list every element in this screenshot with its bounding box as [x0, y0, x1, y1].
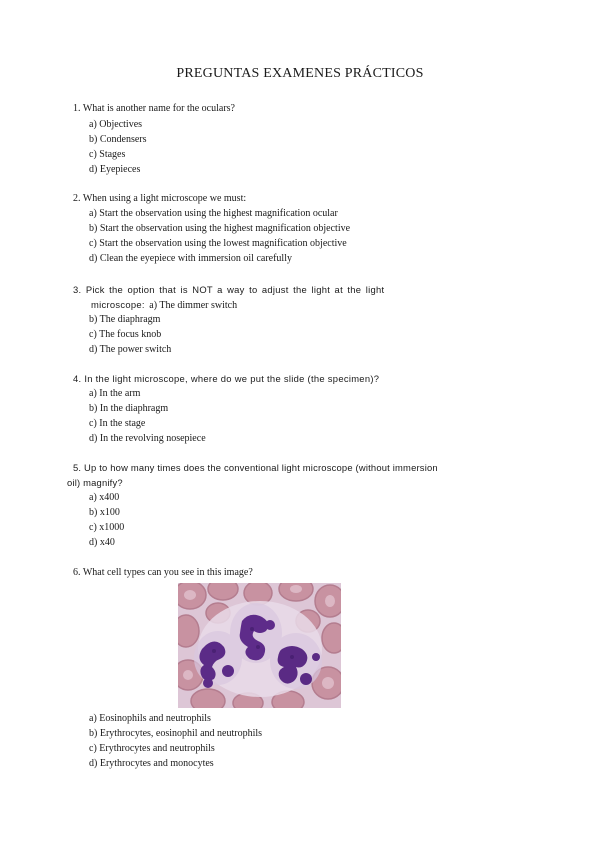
question-6: [73, 565, 533, 580]
option-b: b) x100: [89, 507, 120, 518]
option-a: a) The dimmer switch: [149, 300, 238, 311]
option-a: a) Eosinophils and neutrophils: [89, 713, 211, 724]
option-c: c) Erythrocytes and neutrophils: [89, 743, 215, 754]
question-6-options: [89, 711, 262, 771]
option-d: d) Eyepieces: [89, 164, 141, 175]
question-4-options: [89, 386, 206, 446]
option-b: b) Start the observation using the highest magnification objective: [89, 223, 351, 234]
question-text-line-1: Up to how many times does the conventional light microscope (without immersion: [84, 462, 438, 473]
option-d: d) Erythrocytes and monocytes: [89, 758, 214, 769]
question-number: 6.: [73, 567, 81, 578]
question-1: [73, 101, 533, 116]
option-d: d) In the revolving nosepiece: [89, 433, 206, 444]
page-title: PREGUNTAS EXAMENES PRÁCTICOS: [176, 66, 424, 81]
option-d: d) Clean the eyepiece with immersion oil carefully: [89, 253, 292, 264]
option-a: a) In the arm: [89, 388, 141, 399]
question-4: [73, 371, 553, 386]
option-c: c) Stages: [89, 149, 126, 160]
option-d: d) The power switch: [89, 344, 172, 355]
option-b: b) Erythrocytes, eosinophil and neutrophils: [89, 728, 263, 739]
question-text: What is another name for the oculars?: [82, 103, 235, 114]
question-1-options: [89, 117, 147, 177]
question-text-line-2: oil) magnify?: [67, 477, 123, 488]
blood-smear-micrograph: [178, 583, 341, 708]
option-c: c) x1000: [89, 522, 125, 533]
option-b: b) Condensers: [89, 134, 147, 145]
question-5-options: [89, 490, 124, 550]
question-3: [73, 282, 533, 313]
option-c: c) In the stage: [89, 418, 146, 429]
option-a: a) Start the observation using the highest magnification ocular: [89, 208, 338, 219]
question-number: 5.: [73, 462, 82, 473]
option-b: b) The diaphragm: [89, 314, 161, 325]
question-text: In the light microscope, where do we put the slide (the specimen)?: [84, 373, 380, 384]
question-number: 3.: [73, 284, 82, 295]
question-number: 4.: [73, 373, 82, 384]
question-3-options: [89, 312, 171, 357]
question-number: 2.: [73, 193, 81, 204]
option-a: a) x400: [89, 492, 120, 503]
question-5: [67, 460, 543, 490]
question-text: When using a light microscope we must:: [82, 193, 247, 204]
option-a: a) Objectives: [89, 119, 143, 130]
question-text-line-2: microscope:: [91, 299, 145, 310]
question-2-options: [89, 206, 350, 266]
question-text-line-1: Pick the option that is NOT a way to adjust the light at the light: [85, 284, 385, 295]
option-c: c) Start the observation using the lowest magnification objective: [89, 238, 347, 249]
question-text: What cell types can you see in this image?: [82, 567, 253, 578]
option-c: c) The focus knob: [89, 329, 162, 340]
question-number: 1.: [73, 103, 81, 114]
option-d: d) x40: [89, 537, 115, 548]
question-2: [73, 191, 533, 206]
option-b: b) In the diaphragm: [89, 403, 169, 414]
